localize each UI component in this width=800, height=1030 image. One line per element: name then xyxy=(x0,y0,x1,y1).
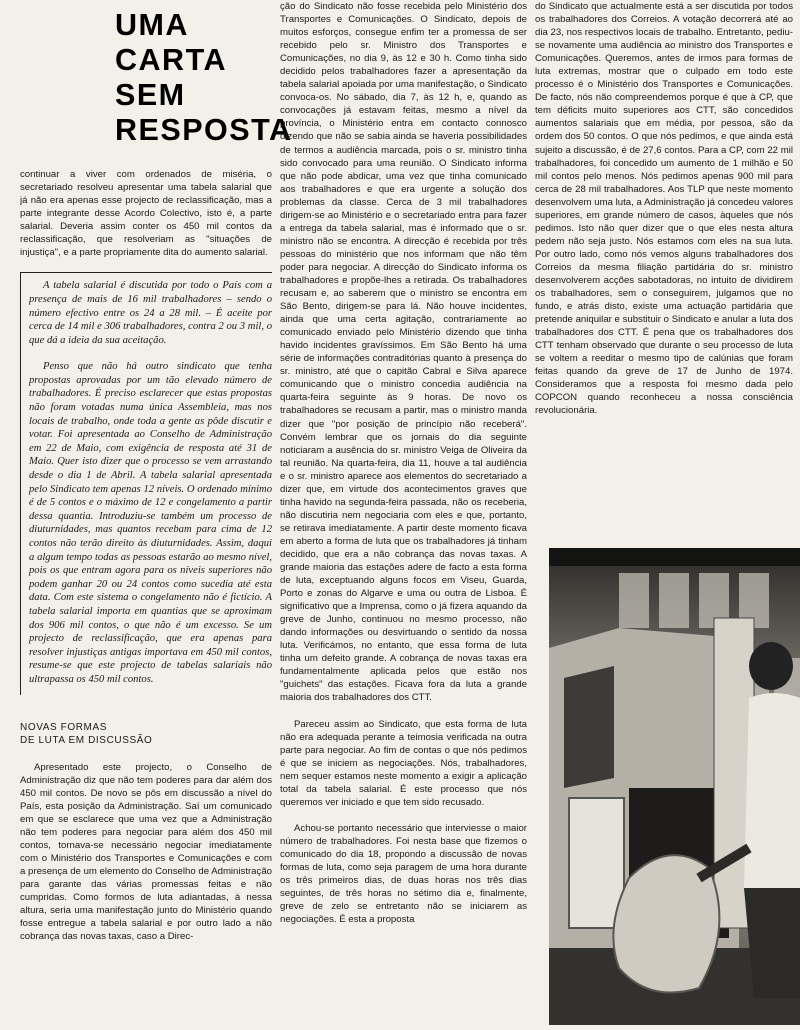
photo-illustration xyxy=(549,548,800,1025)
sidebar-paragraph: A tabela salarial é discutida por todo o País com a presença de mais de 16 mil trabalhadores – sendo o número efectivo entre os 24 a 28 mil. – É aceite por cerca de 14 mil e 306 trabalhadores, contra 2 ou 3 mil, o que dá a ideia da sua aceitação. xyxy=(29,280,272,346)
section-subhead xyxy=(20,721,272,747)
headline-line-1: UMA CARTA xyxy=(115,8,227,77)
body-paragraph: Achou-se portanto necessário que interviesse o maior número de trabalhadores. Foi nesta base que fizemos o comunicado do dia 18, propondo a discussão de novas formas de luta, como seja paragem de uma hora durante os três primeiros dias, de duas horas nos três dias seguintes, de três horas no sétimo dia e, finalmente, greve de zelo se entretanto não se iniciarem as negociações. É esta a proposta xyxy=(280,822,527,926)
sidebar-paragraph: Penso que não há outro sindicato que tenha propostas aprovadas por um tão elevado número de trabalhadores. É preciso esclarecer que estas propostas não foram votadas numa única Assembleia, mas nos locais de trabalho, onde toda a gente as pôde discutir e votar. Foi apresentada ao Conselho de Administração em 22 de Maio, com exigência de resposta até 31 de Maio. Quer isto dizer que o processo se vem arrastando desde o dia 1 de Abril. A tabela salarial apresentada pelo Sindicato tem apenas 12 níveis. O ordenado mínimo é de 5 contos e o máximo de 12 e congelamento a partir dessa quantia. Introduziu-se também um processo de diuturnidades, mas quantos recebam para cima de 12 contos não terão direito às diuturnidades. Assim, daqui a algum tempo todas as pessoas estarão ao mesmo nível, pois os que entram agora para os níveis superiores não podem ganhar 20 ou 24 contos como sucedia até esta data. Com este sistema o congelamento não é fictício. A tabela salarial importa em quantias que se aproximam dos 906 mil contos, o que não é um excesso. Se um projecto de reclassificação, que era apenas para resolver injustiças antigas importava em 450 mil contos, resume-se que este projecto de tabelas salariais não ultrapassa os 450 mil contos. xyxy=(29,361,272,685)
subhead-line-2: DE LUTA EM DISCUSSÃO xyxy=(20,734,153,746)
body-paragraph: ção do Sindicato não fosse recebida pelo Ministério dos Transportes e Comunicações. O Sindicato, depois de muitos esforços, consegue enfim ter a promessa de ser recebido pelo sr. Ministro dos Transportes e Comunicações, no dia 9, às 12 e 30 h. Como tinha sido decidido pelos trabalhadores fazer a apresentação da tabela salarial apoiada por uma manifestação, o Sindicato convoca-os. No sábado, dia 7, às 12 h, e, quando as convocações já estavam feitas, mesmo a nível da província, o Ministério entra em contacto connosco dizendo que não se sabia ainda se haveria possibilidades de termos a audiência marcada, pois o sr. ministro tinha sido convocado para uma reunião. O Sindicato informa que não pode abdicar, uma vez que tinha comunicado aos trabalhadores e que era urgente a solução dos problemas da classe. Cerca de 3 mil trabalhadores dirigem-se ao Ministério e o secretariado entra para fazer a entrega da tabela salarial, mas é informado que o sr. ministro não se encontra. A direcção é recebida por três pessoas do ministério que nos informam que não têm poder para negociar. A direcção do Sindicato informa os trabalhadores e propõe-lhes a retirada. Os trabalhadores recusam e, ao saberem que o ministro se encontra em São Bento, dirigem-se para lá. Não houve incidentes, ainda que uma certa agitação, contrariamente ao comunicado enviado pelo Ministério dizendo que tinha havido incidentes gravíssimos. Em São Bento há uma série de informações contraditórias quanto à presença do sr. ministro, até que o capitão Cabral e Silva aparece comunicando que o ministro concedia audiência na quarta-feira seguinte às 9 horas. De novo os trabalhadores se recusam a partir, mas o ministro manda dizer que "por posição de princípio não receberá". Convém lembrar que os jornais do dia seguinte noticiaram a ausência do sr. ministro Veiga de Oliveira da tal reunião. Na quarta-feira, dia 11, houve a tal audiência e o sr. ministro aparece aos elementos do secretariado a dizer que, em virtude dos acontecimentos graves que tinha havido na segunda-feira passada, não os receberia, não discutiria nem negociaria com eles e que, portanto, se retirava imediatamente. A partir deste momento ficava em aberto a forma de luta que os trabalhadores já tinham decidido, que era a não cobrança das novas taxas. A grande maioria das estações adere de facto a esta forma de luta, exceptuando alguns focos em Viseu, Guarda, Porto e zonas do Algarve e uma ou outra de Lisboa. É significativo que a Imprensa, como o já fizera aquando da greve de Junho, continuou no mesmo processo, não dando informações ou desvirtuando o sentido da nossa luta. Verificámos, no entanto, que essa forma de luta tinha um defeito grande. A cobrança de novas taxas era fundamentalmente aplicada pelos que estão nos "guichets" das estações. Ficava fora da luta a grande maioria dos trabalhadores dos CTT. xyxy=(280,1,527,704)
column-3 xyxy=(535,0,793,492)
body-paragraph: Pareceu assim ao Sindicato, que esta forma de luta não era adequada perante a teimosia verificada na outra parte para negociar. Ao fim de contas o que nós pedimos é que se iniciem as negociações. Nós, trabalhadores, nem sequer estamos neste momento a exigir a aplicação total da tabela salarial. É este processo que nós queremos ver iniciado e que tem sido recusado. xyxy=(280,718,527,808)
column-1 xyxy=(20,168,272,1018)
headline xyxy=(115,8,293,148)
intro-paragraph: continuar a viver com ordenados de miséria, o secretariado resolveu apresentar uma tabela salarial que já não era apenas esse projecto de reclassificação, mas a parte integrante desse Acordo Colectivo, isto é, a parte salarial. Deveria assim conter os 450 mil contos da reclassificação, que resolveriam as "situações de injustiça", e a parte propriamente dita do aumento salarial. xyxy=(20,169,272,259)
headline-line-3: RESPOSTA xyxy=(115,113,293,147)
photo-postal-worker xyxy=(549,548,800,1025)
body-paragraph: Apresentado este projecto, o Conselho de Administração diz que não tem poderes para dar além dos 450 mil contos. De novo se pôs em discussão a nível do País, esta posição da Administração. Saí um comunicado em que se esclarece que uma vez que a Administração não tem poderes para negociar para além dos 450 mil contos, tornava-se necessário negociar imediatamente com o Ministério dos Transportes e Comunicações e com a presença de um elemento do Conselho de Administração para garante das várias promessas feitas e não cumpridas. Como formos de luta adiantadas, à nessa altura, seria uma manifestação junto do Ministério quando fosse entregue a tabela salarial e por outro lado a não cobrança das novas taxas, caso a Direc- xyxy=(20,761,272,943)
subhead-line-1: NOVAS FORMAS xyxy=(20,721,108,733)
headline-line-2: SEM xyxy=(115,78,186,112)
body-paragraph: do Sindicato que actualmente está a ser discutida por todos os trabalhadores dos Correios. A votação decorrerá até ao dia 23, nos respectivos locais de trabalho. Entretanto, pediu-se novamente uma audiência ao ministro dos Transportes e Comunicações. Queremos, antes de irmos para formas de luta extremas, mostrar que o culpado em todo este processo é o Ministério dos Transportes e Comunicações. De facto, nós não compreendemos porque é que à CP, que tem déficits muito superiores aos CTT, são concedidos aumentos salariais que em média, por pessoa, são da ordem dos 50 contos. O que nós pedimos, e que ainda está sujeito a discussão, é de 27,6 contos. Para a CP, com 22 mil trabalhadores, foi concedido um aumento de 1 milhão e 50 mil contos pelo menos. Nós pedimos apenas 900 mil para cerca de 28 mil trabalhadores. Aos TLP que neste momento desenvolvem uma luta, a Administração já concedeu valores superiores, em grande número de casos, àqueles que nós pedimos. Isto não quer dizer que o que eles nesta altura pedem não seja justo. Nós estamos com eles na sua luta. Por outro lado, como nós vemos alguns trabalhadores dos Correios da mesma filiação partidária do sr. ministro desenvolverem acções sabotadoras, no intuito de dividirem os trabalhadores, sem o conseguirem, julgamos que no fundo, e atrás disto, existe uma actuação partidária que pretende aniquilar e substituir o Sindicato e anular a luta dos trabalhadores dos CTT. É pena que os trabalhadores dos CTT tenham observado que durante o seu processo de luta se voltem a reeditar o mesmo tipo de calúnias que foram feitas quando da greve de 17 de Junho de 1974. Consideramos que a resposta foi mesmo dada pelo COPCON quando reconheceu a nossa consciência revolucionária. xyxy=(535,1,793,417)
column-2 xyxy=(280,0,527,1020)
salary-table-sidebar xyxy=(20,272,272,694)
